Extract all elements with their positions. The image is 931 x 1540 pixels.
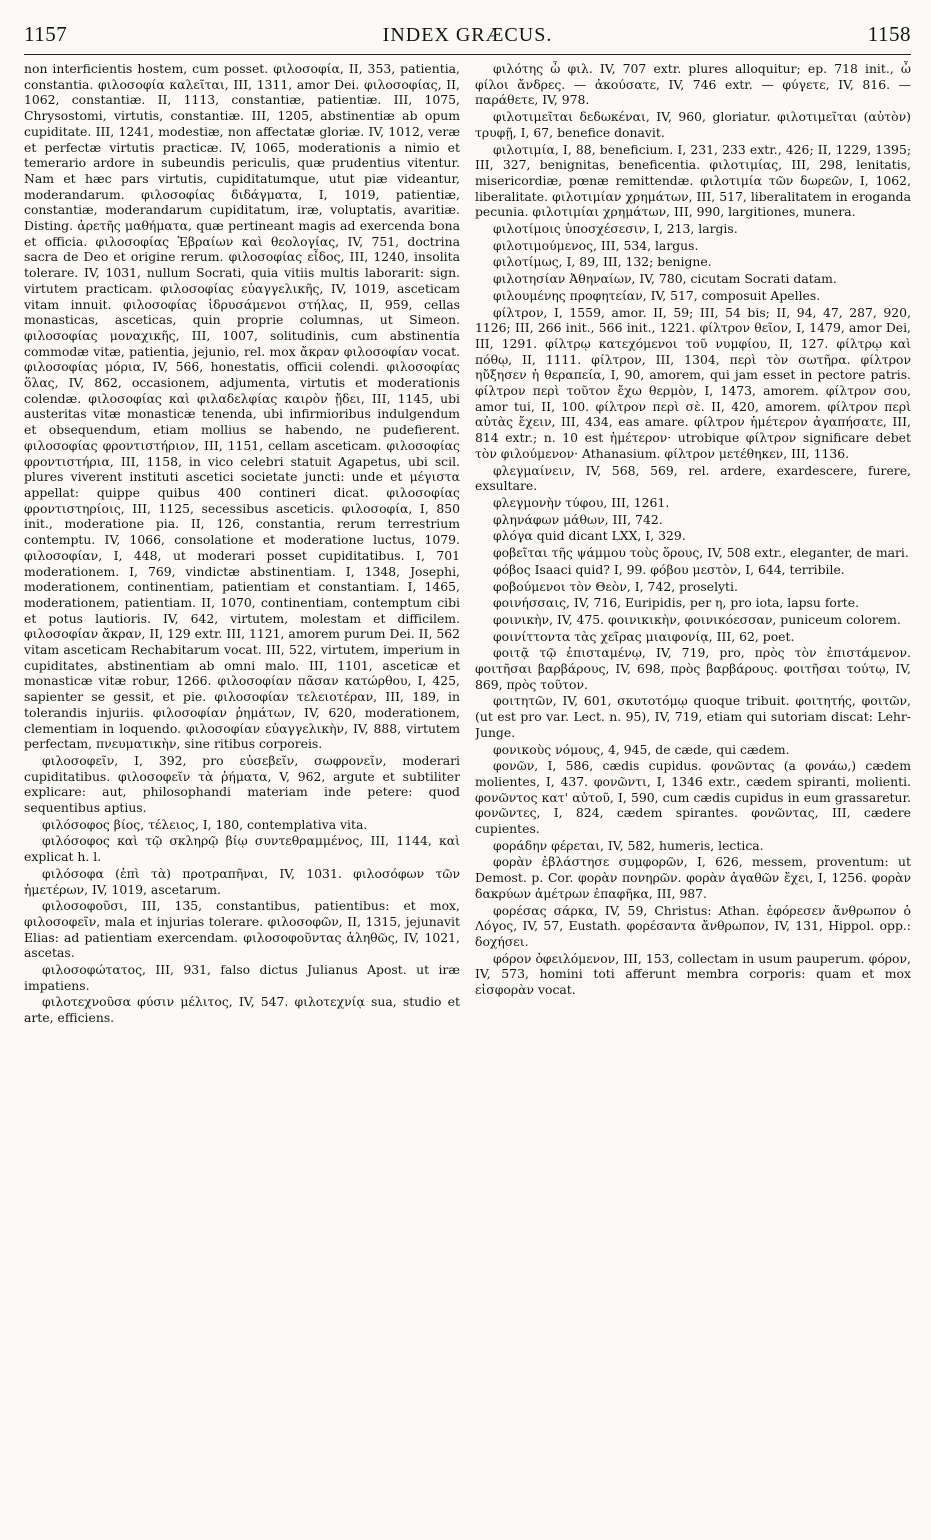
index-entry: φοιτᾷ τῷ ἐπισταμένῳ, IV, 719, pro, πρὸς τὸν ἐπιστάμενον. φοιτῆσαι βαρβάρους, IV, 698, πρὸς βαρβάρους. φοιτῆσαι τούτῳ, IV, 869, πρὸς τοῦτον.	[475, 645, 911, 692]
index-entry: φληνάφων μάθων, III, 742.	[493, 511, 663, 527]
page-number-left: 1157	[24, 22, 68, 46]
index-entry: φλεγμαίνειν, IV, 568, 569, rel. ardere, exardescere, furere, exsultare.	[475, 462, 911, 494]
index-entry: φιλότης ὦ φιλ. IV, 707 extr. plures alloquitur; ep. 718 init., ὦ φίλοι ἄνδρες. — ἀκούσατε, IV, 746 extr. — φύγετε, IV, 816. — παράθετε, IV, 978.	[475, 61, 911, 108]
index-entry: φιλοτεχνοῦσα φύσιν μέλιτος, IV, 547. φιλοτεχνίᾳ sua, studio et arte, efficiens.	[24, 994, 460, 1026]
header-rule	[24, 54, 911, 55]
page-title: INDEX GRÆCUS.	[382, 24, 553, 46]
index-entry: φοράδην φέρεται, IV, 582, humeris, lectica.	[493, 837, 764, 853]
index-entry: φιλοτιμία, I, 88, beneficium. I, 231, 233 extr., 426; II, 1229, 1395; III, 327, benignitas, beneficentia. φιλοτιμίας, III, 298, lenitatis, misericordiæ, pœnæ remittendæ. φιλοτιμία τῶν δωρεῶν, I, 1062, liberalitate. φιλοτιμίαν χρημάτων, III, 517, liberalitatem in eroganda pecunia. φιλοτιμίαι χρημάτων, III, 990, largitiones, munera.	[475, 141, 911, 220]
columns	[24, 61, 911, 1531]
index-entry: φοβούμενοι τὸν Θεὸν, I, 742, proselyti.	[493, 578, 738, 594]
index-entry: non interficientis hostem, cum posset. φιλοσοφία, II, 353, patientia, constantia. φιλοσοφία καλεῖται, III, 1311, amor Dei. φιλοσοφίας, II, 1062, constantiæ. II, 1113, constantiæ, patientiæ. III, 1075, Chrysostomi, virtutis, constantiæ. III, 1205, abstinentiæ ab opum cupiditate. III, 1241, modestiæ, non affectatæ gloriæ. IV, 1012, veræ et perfectæ virtutis practicæ. IV, 1065, moderationis a nimio et temerario ardore in subeundis periculis, quæ prudentius vitentur. Nam et hæc pars virtutis, cupiditatumque, utut piæ videantur, moderandarum. φιλοσοφίας διδάγματα, I, 1019, patientiæ, constantiæ, moderandarum cupiditatum, iræ, voluptatis, avaritiæ. Disting. ἀρετῆς μαθήματα, quæ pertineant magis ad exercenda bona et officia. φιλοσοφίας Ἑβραίων καὶ θεολογίας, IV, 751, doctrina sacra de Deo et origine rerum. φιλοσοφίας εἶδος, III, 1240, insolita tolerare. IV, 1031, nullum Socrati, quia vitiis multis laborarit: sign. virtutem practicam. φιλοσοφίας εὐαγγελικῆς, IV, 1019, asceticam vitam innuit. φιλοσοφίας ἱδρυσάμενοι στήλας, II, 959, cellas monasticas, asceticas, quin proprie columnas, ut Simeon. φιλοσοφίας μοναχικῆς, III, 1007, solitudinis, cum abstinentia commodæ vitæ, patientia, jejunio, rel. mox ἄκραν φιλοσοφίαν vocat. φιλοσοφίας μόρια, IV, 566, honestatis, officii colendi. φιλοσοφίας ὅλας, IV, 862, occasionem, adjumenta, virtutis et moderationis colendæ. φιλοσοφίας καὶ φιλαδελφίας καιρὸν ᾔδει, III, 1145, ubi austeritas vitæ monasticæ tenenda, ubi infirmioribus indulgendum et obsequendum, etiam mollius se habendo, ne pudefierent. φιλοσοφίας φροντιστήριον, III, 1151, cellam asceticam. φιλοσοφίας φροντιστήρια, III, 1158, in vico celebri statuit Agapetus, ubi scil. plures viverent instituti ascetici societate juncti: unde et μέγιστα appellat: quippe quibus 400 contineri dicat. φιλοσοφίας φροντιστηρίοις, III, 1125, secessibus asceticis. φιλοσοφία, I, 850 init., moderatione pia. II, 126, constantia, rerum terrestrium contemptu. IV, 1066, consolatione et moderatione luctus, 1079. φιλοσοφίαν, I, 448, ut moderari posset cupiditatibus. I, 701 moderationem. I, 769, vindictæ abstinentiam. I, 1348, Josephi, moderationem, continentiam, patientiam et constantiam. I, 1465, moderationem, patientiam. II, 1070, continentiam, contemptum cibi et potus lautioris. IV, 642, virtutem, molestam et difficilem. φιλοσοφίαν ἄκραν, II, 129 extr. III, 1121, amorem purum Dei. II, 562 vitam asceticam Rechabitarum vocat. III, 522, virtutem, imperium in cupiditates, abstinentiam ab omni malo. III, 1101, asceticæ et monasticæ vitæ robur, 1266. φιλοσοφίαν πᾶσαν κατώρθου, I, 425, sapienter se gessit, et pie. φιλοσοφίαν τελειοτέραν, III, 189, in tolerandis injuriis. φιλοσοφίαν ῥημάτων, IV, 620, moderationem, clementiam in loquendo. φιλοσοφίαν εὐαγγελικὴν, IV, 888, virtutem perfectam, πνευματικὴν, sine ritibus corporeis.	[24, 61, 460, 752]
index-entry: φονικοὺς νόμους, 4, 945, de cæde, qui cædem.	[493, 741, 790, 757]
index-entry: φόρον ὀφειλόμενον, III, 153, collectam in usum pauperum. φόρον, IV, 573, homini toti afferunt membra corporis: quam et mox εἰσφορὰν vocat.	[475, 950, 911, 998]
index-entry: φιλοτίμοις ὑποσχέσεσιν, I, 213, largis.	[493, 221, 738, 237]
index-entry: φίλτρον, I, 1559, amor. II, 59; III, 54 bis; II, 94, 47, 287, 920, 1126; III, 266 init., 566 init., 1221. φίλτρον θεῖον, I, 1479, amor Dei, III, 1291. φίλτρῳ κατεχόμενοι τοῦ νυμφίου, II, 127. φίλτρῳ καὶ πόθῳ, II, 1111. φίλτρον, III, 1304, περὶ τὸν σωτῆρα. φίλτρον ηὔξησεν ἡ θεραπεία, I, 90, amorem, qui jam esset in pectore patris. φίλτρον περὶ τοῦτον ἔχω θερμὸν, I, 1473, amorem. φίλτρον σου, amor tui, II, 100. φίλτρον περὶ σὲ. II, 420, amorem. φίλτρον περὶ αὐτὰς ἔχειν, III, 434, eas amare. φίλτρον ἡμέτερον ἀγαπήσατε, III, 814 extr.; n. 10 est ἡμέτερον· utrobique φίλτρον significare debet τὸν φιλούμενον· Athanasium. φίλτρον μετέθηκεν, III, 1136.	[475, 304, 911, 461]
index-entry: φόβος Isaaci quid? I, 99. φόβου μεστὸν, I, 644, terribile.	[493, 561, 845, 577]
index-entry: φορέσας σάρκα, IV, 59, Christus: Athan. ἐφόρεσεν ἄνθρωπον ὁ Λόγος, IV, 57, Eustath. φορέσαντα ἄνθρωπον, IV, 131, Hippol. opp.: δοχήσει.	[475, 902, 911, 949]
index-entry: φιλοτίμως, I, 89, III, 132; benigne.	[493, 254, 712, 270]
running-header	[24, 22, 911, 52]
index-entry: φιλοτιμούμενος, III, 534, largus.	[493, 237, 699, 253]
index-entry: φορὰν ἐβλάστησε συμφορῶν, I, 626, messem, proventum: ut Demost. p. Cor. φορὰν πονηρῶν. φορὰν ἀγαθῶν ἔχει, I, 1256. φορὰν δακρύων ἀμέτρων ἐπαφῆκα, III, 987.	[475, 854, 911, 901]
page-number-right: 1158	[867, 22, 911, 46]
index-entry: φιλοτησίαν Ἀθηναίων, IV, 780, cicutam Socrati datam.	[493, 271, 837, 287]
index-entry: φιλουμένης προφητείαν, IV, 517, composuit Apelles.	[493, 287, 821, 303]
index-entry: φιλόσοφος καὶ τῷ σκληρῷ βίῳ συντεθραμμένος, III, 1144, καὶ explicat h. l.	[24, 833, 460, 865]
left-column	[24, 61, 460, 1531]
index-entry: φιλοσοφοῦσι, III, 135, constantibus, patientibus: et mox, φιλοσοφεῖν, mala et injurias tolerare. φιλοσοφῶν, II, 1315, jejunavit Elias: ad patientiam exercendam. φιλοσοφοῦντας ἀληθῶς, IV, 1021, ascetas.	[24, 898, 460, 961]
right-column	[475, 61, 911, 1531]
index-entry: φοιτητῶν, IV, 601, σκυτοτόμῳ quoque tribuit. φοιτητής, φοιτῶν, (ut est pro var. Lect. n. 95), IV, 719, etiam qui sutoriam discat: Lehr-Junge.	[475, 693, 911, 740]
index-entry: φιλόσοφα (ἐπὶ τὰ) προτραπῆναι, IV, 1031. φιλοσόφων τῶν ἡμετέρων, IV, 1019, ascetarum.	[24, 865, 460, 897]
index-entry: φοινίττοντα τὰς χεῖρας μιαιφονίᾳ, III, 62, poet.	[493, 628, 795, 644]
index-entry: φιλοσοφώτατος, III, 931, falso dictus Julianus Apost. ut iræ impatiens.	[24, 962, 460, 993]
index-entry: φιλοτιμεῖται δεδωκέναι, IV, 960, gloriatur. φιλοτιμεῖται (αὐτὸν) τρυφῇ, I, 67, benefice donavit.	[475, 109, 911, 140]
index-entry: φλόγα quid dicant LXX, I, 329.	[493, 528, 686, 544]
index-entry: φοινήσσαις, IV, 716, Euripidis, per η, pro iota, lapsu forte.	[493, 595, 860, 611]
index-entry: φονῶν, I, 586, cædis cupidus. φονῶντας (a φονάω,) cædem molientes, I, 437. φονῶντι, I, 1346 extr., cædem spiranti, molienti. φονῶντος κατ' αὐτοῦ, I, 590, cum cædis cupidus in eum grassaretur. φονῶντες, I, 824, cædem spirantes. φονῶντας, III, cædere cupientes.	[475, 758, 911, 837]
index-entry: φλεγμονὴν τύφου, III, 1261.	[493, 494, 670, 510]
index-entry: φιλόσοφος βίος, τέλειος, I, 180, contemplativa vita.	[42, 816, 368, 832]
index-entry: φοβεῖται τῆς ψάμμου τοὺς ὅρους, IV, 508 extr., eleganter, de mari.	[493, 545, 909, 561]
index-entry: φιλοσοφεῖν, I, 392, pro εὐσεβεῖν, σωφρονεῖν, moderari cupiditatibus. φιλοσοφεῖν τὰ ῥήματα, V, 962, argute et subtiliter explicare: aut, philosophandi materiam inde petere: quod sequentibus aptius.	[24, 752, 460, 816]
index-entry: φοινικὴν, IV, 475. φοινικικὴν, φοινικόεσσαν, puniceum colorem.	[493, 611, 901, 627]
